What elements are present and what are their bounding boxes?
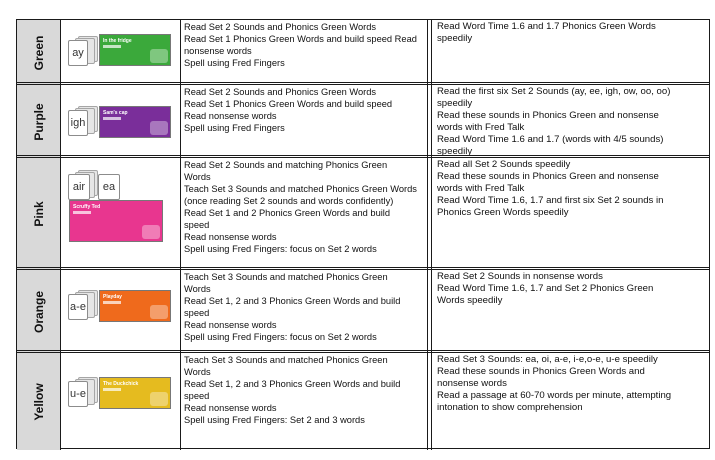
target-cell: [432, 270, 709, 353]
target-point: speedily: [437, 33, 473, 44]
target-point: Read Word Time 1.6 and 1.7 (words with 4/5 sounds): [437, 134, 664, 145]
teaching-points: [181, 20, 427, 69]
storybook-cover: [99, 290, 171, 322]
target-cell: [432, 158, 709, 270]
teaching-point: nonsense words: [184, 46, 252, 56]
teaching-point: Spell using Fred Fingers: Set 2 and 3 words: [184, 415, 365, 425]
book-level-bar: [103, 301, 121, 304]
sound-card-text: air: [72, 181, 86, 193]
level-band: [17, 20, 61, 85]
level-colour-label: Yellow: [31, 382, 46, 421]
table-row: [17, 270, 709, 353]
teaching-point: speed: [184, 308, 210, 318]
target-point: Read Set 3 Sounds: ea, oi, a-e, i-e,o-e, u-e speedily: [437, 354, 658, 365]
teaching-point: Read Set 2 Sounds and Phonics Green Words: [184, 22, 377, 32]
sound-card-text: ay: [72, 47, 84, 59]
sound-card: [68, 381, 88, 407]
teaching-point: Read Set 2 Sounds and matching Phonics Green: [184, 160, 388, 170]
sound-card-text: u-e: [70, 388, 86, 400]
target-point: Words speedily: [437, 295, 503, 306]
teaching-points: [181, 270, 427, 343]
target-point: Read the first six Set 2 Sounds (ay, ee, igh, ow, oo, oo): [437, 86, 671, 97]
book-level-bar: [103, 117, 121, 120]
teaching-point: Teach Set 3 Sounds and matched Phonics Green Words: [184, 184, 417, 194]
target-point: Read these sounds in Phonics Green and nonsense: [437, 110, 659, 121]
target-points: [432, 270, 709, 307]
phonics-table: [16, 19, 710, 449]
teaching-cell: [181, 353, 428, 450]
teaching-point: Read Set 1 and 2 Phonics Green Words and build: [184, 208, 391, 218]
book-title: Playday: [103, 294, 122, 300]
table-row: [17, 353, 709, 450]
teaching-point: speed: [184, 391, 210, 401]
teaching-point: Words: [184, 367, 211, 377]
book-illustration-cell: [61, 353, 181, 450]
target-point: intonation to show comprehension: [437, 402, 583, 413]
target-point: Read these sounds in Phonics Green and nonsense: [437, 171, 659, 182]
teaching-cell: [181, 20, 428, 85]
book-title: In the fridge: [103, 38, 132, 44]
book-picture: [150, 121, 168, 135]
sound-card: [68, 174, 90, 200]
level-colour-label: Pink: [31, 201, 46, 227]
book-illustration-cell: [61, 270, 181, 353]
teaching-point: Read Set 1 Phonics Green Words and build speed Read: [184, 34, 417, 44]
target-point: Read Word Time 1.6, 1.7 and Set 2 Phonics Green: [437, 283, 654, 294]
sound-card: [68, 40, 88, 66]
table-row: [17, 20, 709, 85]
teaching-point: Words: [184, 284, 211, 294]
level-band: [17, 353, 61, 450]
level-band: [17, 85, 61, 158]
teaching-point: Read Set 1 Phonics Green Words and build speed: [184, 99, 393, 109]
table-row: [17, 158, 709, 270]
teaching-point: Read Set 2 Sounds and Phonics Green Words: [184, 87, 377, 97]
target-points: [432, 20, 709, 45]
storybook-cover: [99, 377, 171, 409]
sound-card-text: igh: [70, 117, 86, 129]
teaching-cell: [181, 270, 428, 353]
book-illustration-cell: [61, 85, 181, 158]
target-points: [432, 353, 709, 414]
sound-card: [68, 110, 88, 136]
book-title: The Duckchick: [103, 381, 139, 387]
book-illustration-cell: [61, 158, 181, 270]
teaching-point: Spell using Fred Fingers: [184, 58, 285, 68]
target-point: Phonics Green Words speedily: [437, 207, 569, 218]
book-illustration-cell: [61, 20, 181, 85]
book-title: Scruffy Ted: [73, 204, 101, 210]
book-picture: [150, 392, 168, 406]
teaching-point: Spell using Fred Fingers: focus on Set 2 words: [184, 332, 377, 342]
level-band: [17, 158, 61, 270]
teaching-cell: [181, 158, 428, 270]
teaching-point: Teach Set 3 Sounds and matched Phonics Green: [184, 272, 388, 282]
teaching-point: Read nonsense words: [184, 403, 277, 413]
target-points: [432, 85, 709, 158]
teaching-point: Words: [184, 172, 211, 182]
storybook-cover: [99, 34, 171, 66]
level-colour-label: Purple: [31, 102, 46, 141]
sound-card: [98, 174, 120, 200]
target-points: [432, 158, 709, 219]
book-picture: [142, 225, 160, 239]
sound-card-text: ea: [102, 181, 116, 193]
target-point: speedily: [437, 146, 473, 157]
book-picture: [150, 305, 168, 319]
target-point: Read Word Time 1.6 and 1.7 Phonics Green Words: [437, 21, 656, 32]
table-row: [17, 85, 709, 158]
book-title: Sam's cap: [103, 110, 128, 116]
sound-card-text: a-e: [70, 301, 86, 313]
teaching-points: [181, 158, 427, 255]
target-cell: [432, 353, 709, 450]
target-point: Read Set 2 Sounds in nonsense words: [437, 271, 603, 282]
teaching-point: Read nonsense words: [184, 111, 277, 121]
target-point: speedily: [437, 98, 473, 109]
book-level-bar: [103, 45, 121, 48]
book-picture: [150, 49, 168, 63]
target-point: Read a passage at 60-70 words per minute, attempting: [437, 390, 672, 401]
level-colour-label: Orange: [31, 290, 46, 333]
teaching-point: Spell using Fred Fingers: [184, 123, 285, 133]
storybook-cover: [99, 106, 171, 138]
teaching-point: Teach Set 3 Sounds and matched Phonics Green: [184, 355, 388, 365]
teaching-point: Read Set 1, 2 and 3 Phonics Green Words and build: [184, 379, 401, 389]
teaching-point: Read Set 1, 2 and 3 Phonics Green Words and build: [184, 296, 401, 306]
teaching-point: (once reading Set 2 sounds and words confidently): [184, 196, 394, 206]
target-cell: [432, 20, 709, 85]
storybook-cover: [69, 200, 163, 242]
teaching-point: Read nonsense words: [184, 320, 277, 330]
teaching-points: [181, 85, 427, 134]
level-band: [17, 270, 61, 353]
book-level-bar: [103, 388, 121, 391]
level-colour-label: Green: [31, 35, 46, 70]
teaching-point: Spell using Fred Fingers: focus on Set 2 words: [184, 244, 377, 254]
target-point: Read these sounds in Phonics Green Words and: [437, 366, 645, 377]
book-level-bar: [73, 211, 91, 214]
target-point: nonsense words: [437, 378, 507, 389]
target-point: Read all Set 2 Sounds speedily: [437, 159, 571, 170]
target-point: words with Fred Talk: [437, 183, 525, 194]
target-point: Read Word Time 1.6, 1.7 and first six Set 2 sounds in: [437, 195, 664, 206]
teaching-point: Read nonsense words: [184, 232, 277, 242]
sound-card: [68, 294, 88, 320]
target-point: words with Fred Talk: [437, 122, 525, 133]
teaching-point: speed: [184, 220, 210, 230]
target-cell: [432, 85, 709, 158]
teaching-points: [181, 353, 427, 426]
teaching-cell: [181, 85, 428, 158]
